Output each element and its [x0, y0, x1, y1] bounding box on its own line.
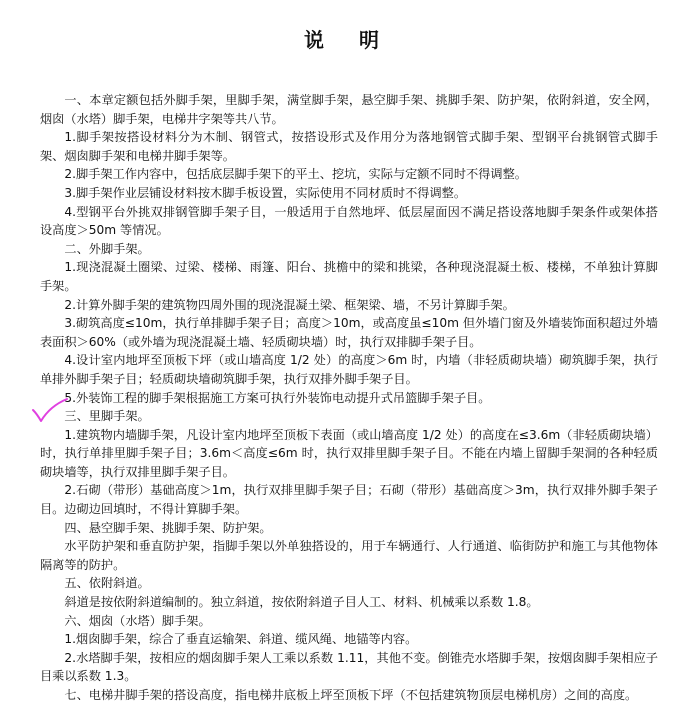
- paragraph: 1.烟囱脚手架，综合了垂直运输架、斜道、缆风绳、地锚等内容。: [64, 632, 418, 647]
- paragraph: 1.现浇混凝土圈梁、过梁、楼梯、雨篷、阳台、挑檐中的梁和挑梁，各种现浇混凝土板、楼梯，不单独计算脚手架。: [40, 260, 658, 293]
- paragraph: 3.砌筑高度≤10m，执行单排脚手架子目；高度＞10m，或高度虽≤10m 但外墙门窗及外墙装饰面积超过外墙表面积＞60%（或外墙为现浇混凝土墙、轻质砌块墙）时，执行双排脚手架子目。: [40, 316, 658, 349]
- paragraph: 2.计算外脚手架的建筑物四周外围的现浇混凝土梁、框架梁、墙，不另计算脚手架。: [64, 297, 515, 312]
- paragraph: 水平防护架和垂直防护架，指脚手架以外单独搭设的，用于车辆通行、人行通道、临街防护和施工与其他物体隔离等的防护。: [40, 539, 658, 572]
- paragraph: 2.脚手架工作内容中，包括底层脚手架下的平土、挖坑，实际与定额不同时不得调整。: [64, 167, 527, 182]
- paragraph: 4.型钢平台外挑双排钢管脚手架子目，一般适用于自然地坪、低层屋面因不满足搭设落地脚手架条件或架体搭设高度＞50m 等情况。: [40, 204, 658, 238]
- document-body: [40, 91, 658, 705]
- paragraph: 4.设计室内地坪至顶板下坪（或山墙高度 1/2 处）的高度＞6m 时，内墙（非轻质砌块墙）砌筑脚手架，执行单排外脚手架子目；轻质砌块墙砌筑脚手架，执行双排外脚手架子目。: [40, 353, 658, 386]
- section-heading: 六、烟囱（水塔）脚手架。: [64, 613, 211, 628]
- paragraph: 1.建筑物内墙脚手架，凡设计室内地坪至顶板下表面（或山墙高度 1/2 处）的高度在≤3.6m（非轻质砌块墙）时，执行单排里脚手架子目；3.6m＜高度≤6m 时，执行双排里脚手架子目。不能在内墙上留脚手架洞的各种轻质砌块墙等，执行双排里脚手架子目。: [40, 427, 658, 479]
- section-heading: 五、依附斜道。: [64, 576, 150, 591]
- section-heading: 二、外脚手架。: [64, 241, 150, 256]
- section-heading: 四、悬空脚手架、挑脚手架、防护架。: [64, 520, 272, 535]
- paragraph: 2.水塔脚手架，按相应的烟囱脚手架人工乘以系数 1.11，其他不变。倒锥壳水塔脚手架，按烟囱脚手架相应子目乘以系数 1.3。: [40, 650, 658, 684]
- paragraph: 5.外装饰工程的脚手架根据施工方案可执行外装饰电动提升式吊篮脚手架子目。: [64, 390, 491, 405]
- paragraph: 2.石砌（带形）基础高度＞1m，执行双排里脚手架子目；石砌（带形）基础高度＞3m，执行双排外脚手架子目。边砌边回填时，不得计算脚手架。: [40, 483, 658, 517]
- paragraph: 一、本章定额包括外脚手架，里脚手架，满堂脚手架，悬空脚手架、挑脚手架、防护架，依附斜道，安全网，烟囱（水塔）脚手架，电梯井字架等共八节。: [40, 93, 658, 126]
- paragraph: 斜道是按依附斜道编制的。独立斜道，按依附斜道子目人工、材料、机械乘以系数 1.8。: [64, 595, 539, 610]
- paragraph: 七、电梯井脚手架的搭设高度，指电梯井底板上坪至顶板下坪（不包括建筑物顶层电梯机房）之间的高度。: [64, 688, 638, 702]
- paragraph: 3.脚手架作业层铺设材料按木脚手板设置，实际使用不同材质时不得调整。: [64, 185, 467, 200]
- section-heading: 三、里脚手架。: [64, 409, 150, 424]
- checkmark-icon: [30, 397, 70, 427]
- page-title: 说 明: [304, 28, 393, 52]
- paragraph: 1.脚手架按搭设材料分为木制、钢管式，按搭设形式及作用分为落地钢管式脚手架、型钢平台挑钢管式脚手架、烟囱脚手架和电梯井脚手架等。: [40, 130, 658, 163]
